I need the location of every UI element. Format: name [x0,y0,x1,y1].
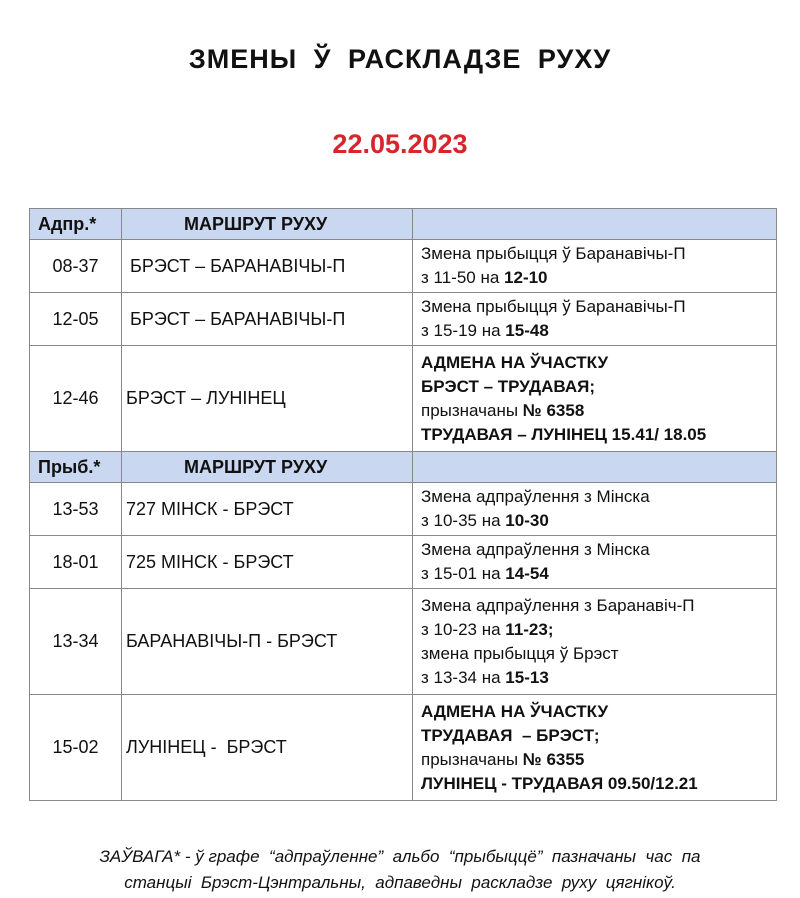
change-text: з 11-50 на [421,268,505,287]
footnote-line: станцыі Брэст-Цэнтральны, адпаведны раскладзе руху цягнікоў. [124,873,676,892]
change-line: Змена прыбыцця ў Баранавічы-П [421,297,686,316]
time-cell: 15-02 [30,695,122,801]
change-line [421,509,776,533]
table-row [30,293,777,346]
change-line: ТРУДАВАЯ – БРЭСТ; [421,725,600,745]
change-line: БРЭСТ – ТРУДАВАЯ; [421,376,595,396]
change-cell [413,346,777,452]
route-cell: БРЭСТ – БАРАНАВІЧЫ-П [122,293,413,346]
time-cell: 18-01 [30,536,122,589]
new-time: 15-13 [505,667,549,687]
schedule-table [29,208,777,801]
change-line: АДМЕНА НА ЎЧАСТКУ [421,352,609,372]
new-time: 15-48 [505,321,549,340]
change-cell [413,589,777,695]
change-cell [413,536,777,589]
new-time: 11-23; [505,619,554,639]
header-departure: Адпр.* [30,209,122,240]
change-line [421,562,776,586]
change-line: ТРУДАВАЯ – ЛУНІНЕЦ 15.41/ 18.05 [421,424,707,444]
header-route: МАРШРУТ РУХУ [122,209,413,240]
date-heading: 22.05.2023 [332,129,468,159]
change-text: прызначаны [421,400,523,420]
change-line [421,618,776,642]
table-row [30,589,777,695]
route-cell: БАРАНАВІЧЫ-П - БРЭСТ [122,589,413,695]
change-line [421,748,776,772]
route-cell: ЛУНІНЕЦ - БРЭСТ [122,695,413,801]
route-cell: 727 МІНСК - БРЭСТ [122,483,413,536]
page-title: ЗМЕНЫ Ў РАСКЛАДЗЕ РУХУ [188,44,612,74]
change-line: Змена адпраўлення з Мінска [421,487,650,506]
table-row [30,483,777,536]
time-cell: 12-05 [30,293,122,346]
time-cell: 13-34 [30,589,122,695]
change-text: прызначаны [421,749,523,769]
change-cell [413,293,777,346]
route-cell: БРЭСТ – ЛУНІНЕЦ [122,346,413,452]
new-time: 12-10 [504,268,548,287]
table-row [30,536,777,589]
change-line: Змена прыбыцця ў Баранавічы-П [421,244,686,263]
table-row [30,240,777,293]
change-line [421,399,776,423]
change-line [421,666,776,690]
time-cell: 13-53 [30,483,122,536]
change-text: з 10-23 на [421,619,506,639]
change-cell [413,483,777,536]
table-row [30,346,777,452]
change-text: з 15-01 на [421,564,506,583]
header-blank [413,209,777,240]
header-route: МАРШРУТ РУХУ [122,452,413,483]
table-row [30,695,777,801]
route-cell: 725 МІНСК - БРЭСТ [122,536,413,589]
change-line [421,319,776,343]
change-text: з 15-19 на [421,321,506,340]
change-line [421,266,776,290]
footnote [0,844,800,896]
time-cell: 08-37 [30,240,122,293]
change-line: Змена адпраўлення з Баранавіч-П [421,595,695,615]
header-blank [413,452,777,483]
arrivals-header-row [30,452,777,483]
change-line: ЛУНІНЕЦ - ТРУДАВАЯ 09.50/12.21 [421,773,698,793]
change-text: з 13-34 на [421,667,506,687]
time-cell: 12-46 [30,346,122,452]
train-number: № 6358 [522,400,585,420]
route-cell: БРЭСТ – БАРАНАВІЧЫ-П [122,240,413,293]
departures-header-row [30,209,777,240]
change-line: АДМЕНА НА ЎЧАСТКУ [421,701,609,721]
change-line: змена прыбыцця ў Брэст [421,643,619,663]
header-arrival: Прыб.* [30,452,122,483]
train-number: № 6355 [522,749,585,769]
change-line: Змена адпраўлення з Мінска [421,540,650,559]
change-text: з 10-35 на [421,511,506,530]
new-time: 14-54 [505,564,549,583]
footnote-line: ЗАЎВАГА* - ў графе “адпраўленне” альбо “прыбыццё” пазначаны час па [99,847,701,866]
new-time: 10-30 [505,511,549,530]
change-cell [413,695,777,801]
change-cell [413,240,777,293]
